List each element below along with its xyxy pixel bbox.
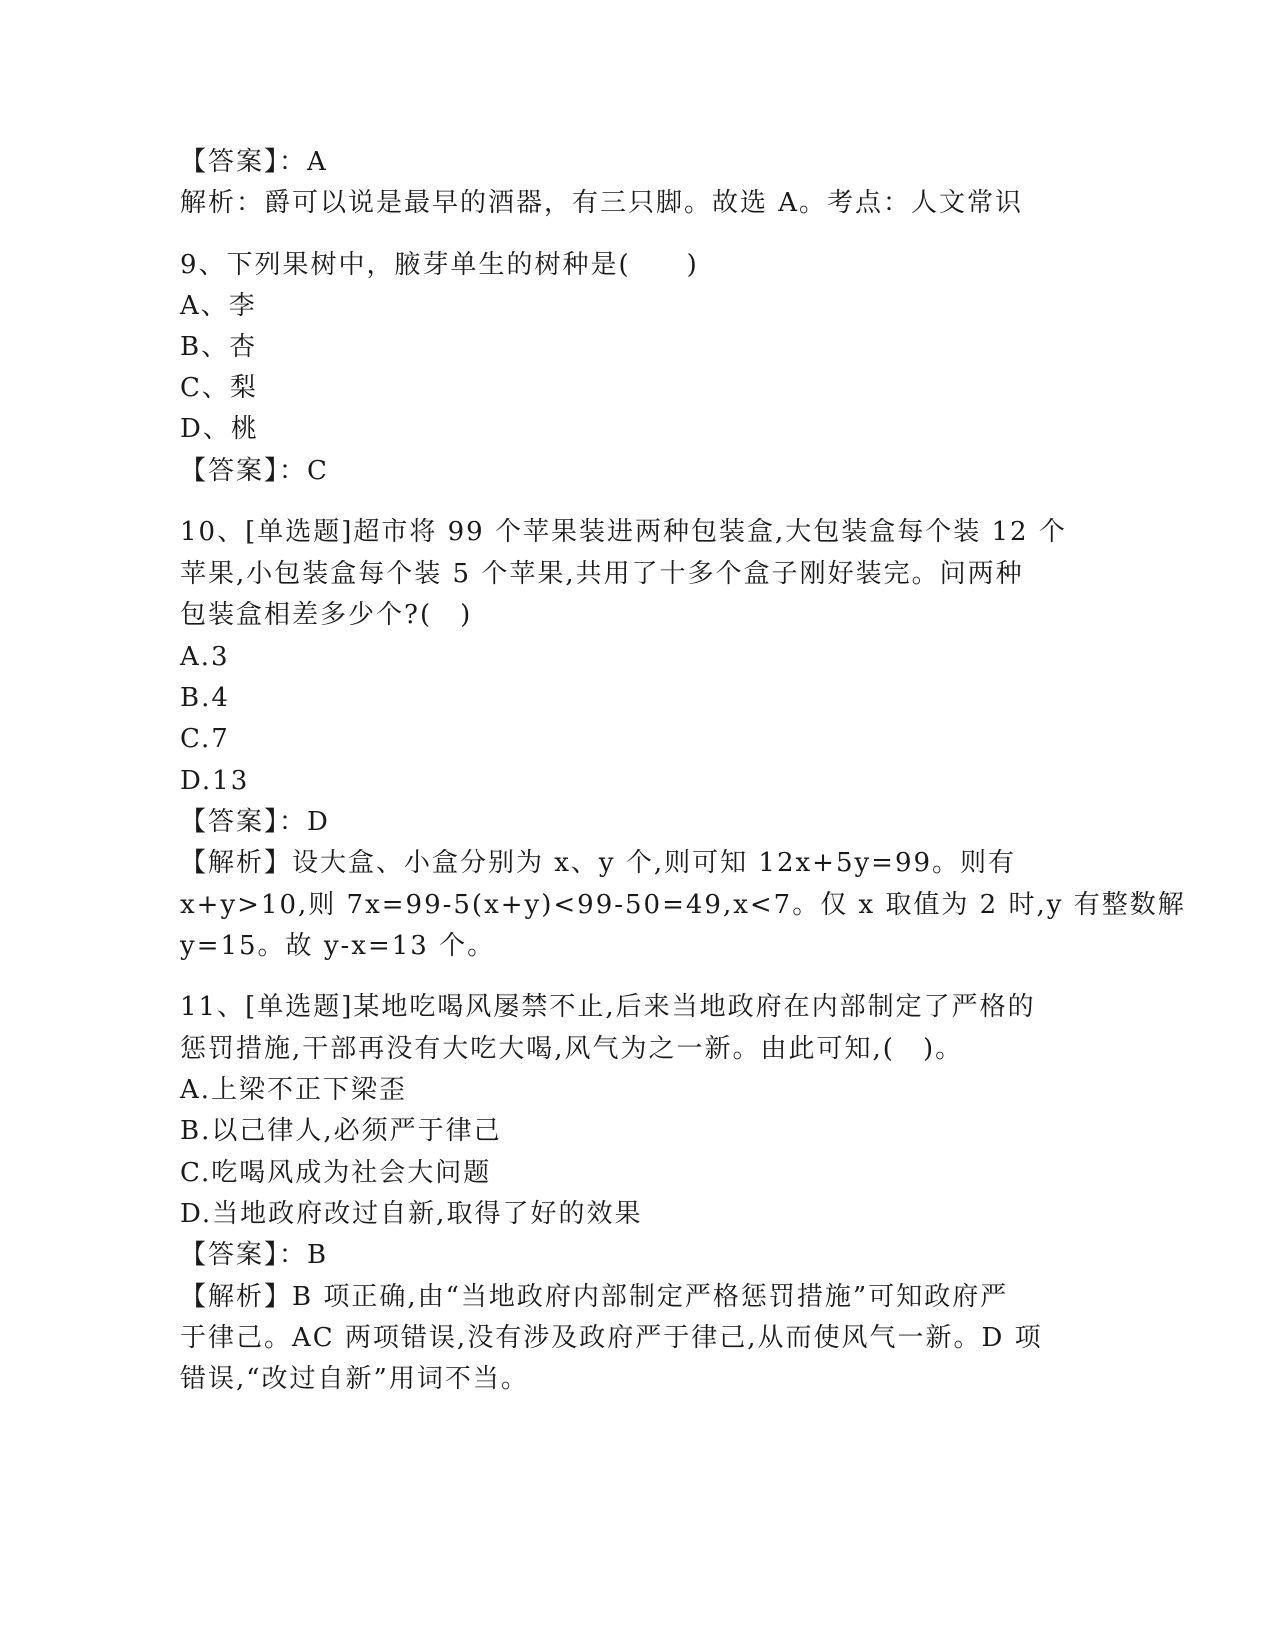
q10-analysis-line-2: x+y>10,则 7x=99-5(x+y)<99-50=49,x<7。仅 x 取值为 2 时,y 有整数解	[180, 890, 1186, 920]
q9-answer: 【答案】：C	[180, 456, 329, 486]
q11-option-a: A.上梁不正下梁歪	[180, 1075, 408, 1105]
q10-stem-line-1: 10、[单选题]超市将 99 个苹果装进两种包装盒,大包装盒每个装 12 个	[180, 517, 1067, 547]
q11-analysis-line-1: 【解析】B 项正确,由“当地政府内部制定严格惩罚措施”可知政府严	[180, 1282, 1009, 1312]
q11-option-d: D.当地政府改过自新,取得了好的效果	[180, 1199, 643, 1229]
q11-answer: 【答案】：B	[180, 1240, 329, 1270]
q10-stem-line-3: 包装盒相差多少个?( )	[180, 600, 473, 630]
q9-option-c: C、梨	[180, 373, 258, 403]
q9-option-a: A、李	[180, 291, 257, 321]
q10-analysis-line-3: y=15。故 y-x=13 个。	[180, 931, 496, 961]
q10-analysis-line-1: 【解析】设大盒、小盒分别为 x、y 个,则可知 12x+5y=99。则有	[180, 848, 1017, 878]
q8-answer: 【答案】：A	[180, 147, 328, 177]
q11-stem-line-2: 惩罚措施,干部再没有大吃大喝,风气为之一新。由此可知,( )。	[180, 1034, 964, 1064]
q11-analysis-line-3: 错误,“改过自新”用词不当。	[180, 1364, 529, 1394]
q11-option-b: B.以己律人,必须严于律己	[180, 1116, 502, 1146]
q11-analysis-line-2: 于律己。AC 两项错误,没有涉及政府严于律己,从而使风气一新。D 项	[180, 1323, 1043, 1353]
q9-option-b: B、杏	[180, 332, 258, 362]
q10-answer: 【答案】：D	[180, 807, 330, 837]
q10-stem-line-2: 苹果,小包装盒每个装 5 个苹果,共用了十多个盒子刚好装完。问两种	[180, 559, 1024, 589]
q8-analysis: 解析：爵可以说是最早的酒器，有三只脚。故选 A。考点：人文常识	[180, 188, 1024, 218]
q10-option-c: C.7	[180, 724, 230, 754]
q9-stem: 9、下列果树中，腋芽单生的树种是( )	[180, 250, 699, 280]
q11-stem-line-1: 11、[单选题]某地吃喝风屡禁不止,后来当地政府在内部制定了严格的	[180, 992, 1036, 1022]
q10-option-a: A.3	[180, 642, 230, 672]
q11-option-c: C.吃喝风成为社会大问题	[180, 1158, 492, 1188]
q10-option-b: B.4	[180, 683, 230, 713]
q10-option-d: D.13	[180, 766, 250, 796]
q9-option-d: D、桃	[180, 414, 259, 444]
